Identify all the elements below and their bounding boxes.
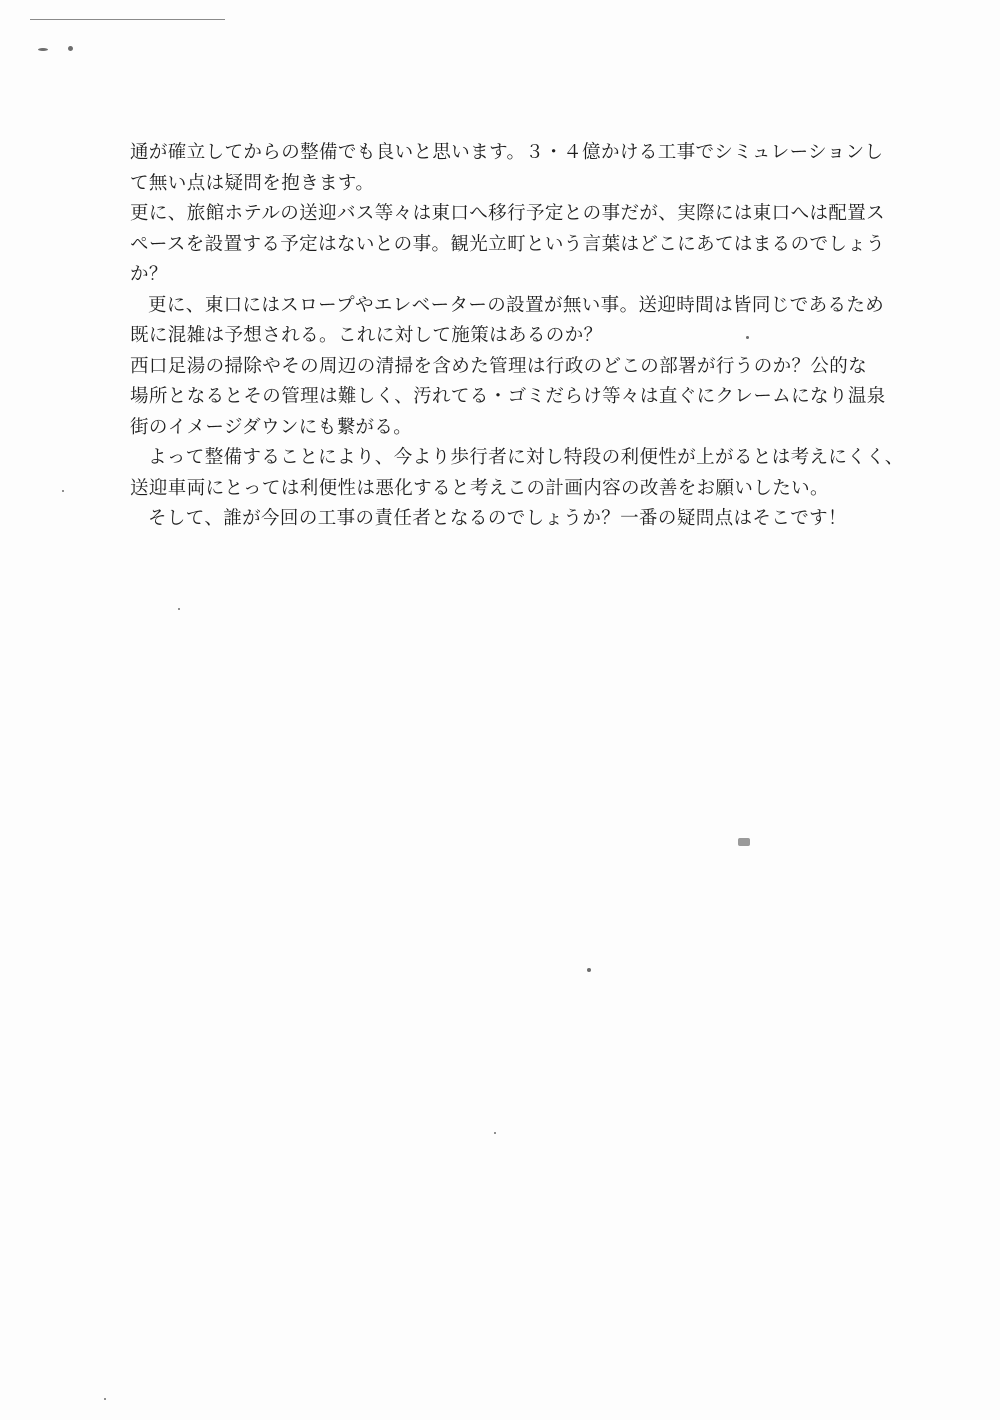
scan-speck (62, 490, 64, 492)
text-line: て無い点は疑問を抱きます。 (130, 172, 375, 194)
text-line: 既に混雑は予想される。これに対して施策はあるのか？ (130, 325, 603, 346)
scan-speck (68, 46, 73, 51)
document-body (130, 138, 940, 535)
scan-edge-line (30, 19, 225, 20)
text-line: 街のイメージダウンにも繋がる。 (130, 416, 413, 438)
scan-speck (587, 968, 591, 972)
text-line: 通が確立してからの整備でも良いと思います。３・４億かける工事でシミュレーションし (130, 142, 884, 163)
text-line: 更に、旅館ホテルの送迎バス等々は東口へ移行予定との事だが、実際には東口へは配置ス (130, 203, 886, 224)
text-line: 西口足湯の掃除やその周辺の清掃を含めた管理は行政のどこの部署が行うのか？公的な (130, 355, 868, 377)
scan-speck (738, 838, 750, 846)
text-line: 更に、東口にはスロープやエレベーターの設置が無い事。送迎時間は皆同じであるため (148, 294, 885, 316)
scan-speck (38, 48, 48, 51)
text-line: そして、誰が今回の工事の責任者となるのでしょうか？一番の疑問点はそこです！ (148, 508, 847, 529)
scan-speck (178, 608, 180, 610)
text-line: か？ (130, 264, 168, 285)
text-line: ペースを設置する予定はないとの事。観光立町という言葉はどこにあてはまるのでしょう (130, 233, 886, 255)
scan-speck (104, 1398, 106, 1400)
text-line: よって整備することにより、今より歩行者に対し特段の利便性が上がるとは考えにくく、 (148, 447, 904, 468)
scan-speck (494, 1132, 496, 1134)
text-line: 送迎車両にとっては利便性は悪化すると考えこの計画内容の改善をお願いしたい。 (130, 477, 829, 499)
text-line: 場所となるとその管理は難しく、汚れてる・ゴミだらけ等々は直ぐにクレームになり温泉 (130, 386, 886, 407)
